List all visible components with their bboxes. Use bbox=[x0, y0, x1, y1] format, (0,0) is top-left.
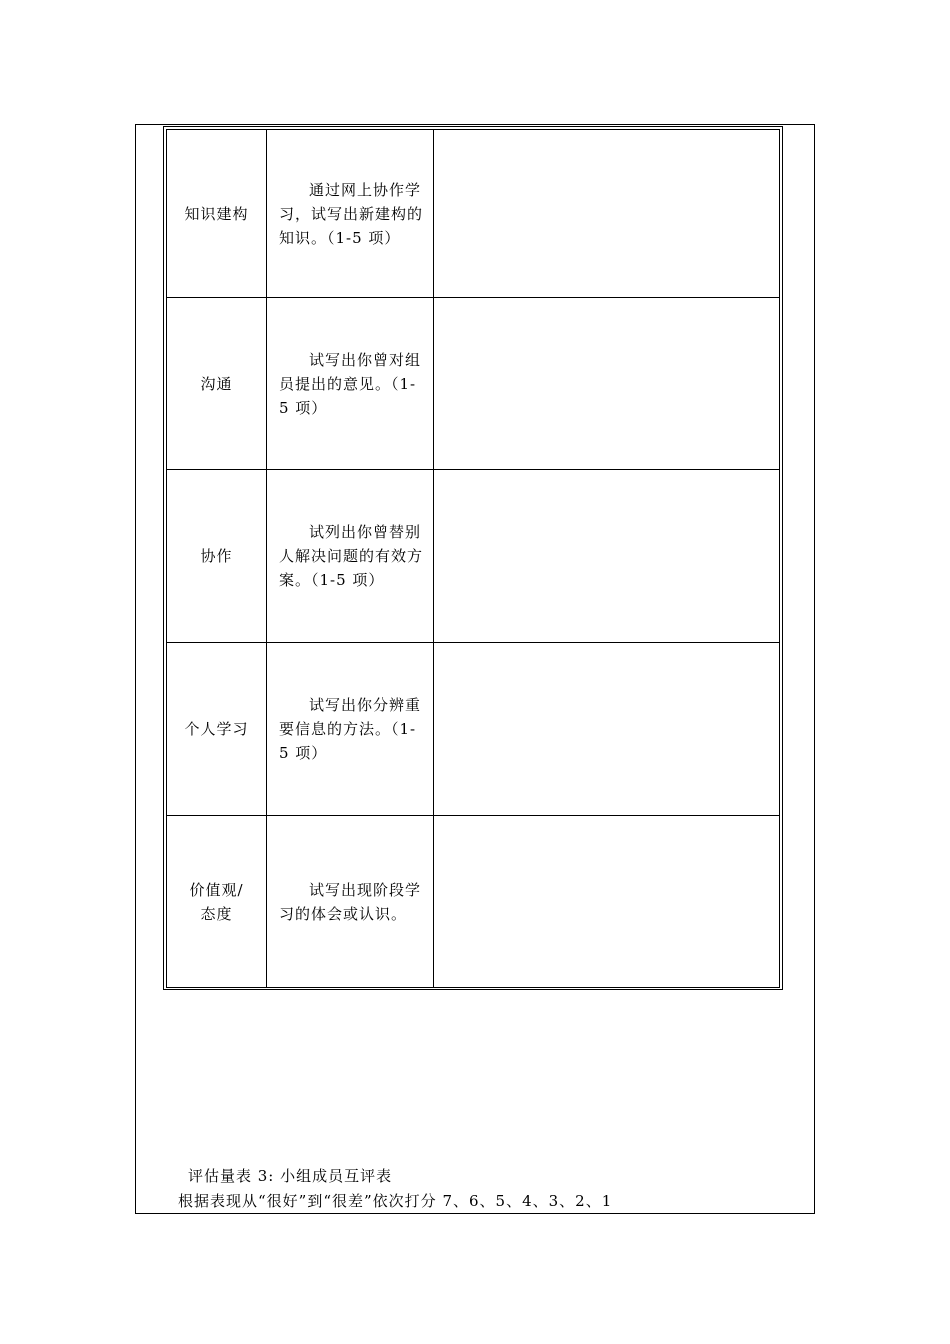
category-cell bbox=[167, 130, 267, 298]
prompt-cell bbox=[267, 643, 434, 816]
category-label: 知识建构 bbox=[184, 204, 249, 223]
answer-cell[interactable] bbox=[434, 130, 780, 298]
answer-cell[interactable] bbox=[434, 470, 780, 643]
prompt-text: 试列出你曾替别人解决问题的有效方案。（1-5 项） bbox=[279, 523, 424, 589]
category-label: 协作 bbox=[200, 547, 233, 565]
category-label: 沟通 bbox=[200, 374, 233, 393]
category-label: 价值观/态度 bbox=[189, 880, 244, 923]
rubric-scoring-note: 根据表现从“很好”到“很差”依次打分 7、6、5、4、3、2、1 bbox=[178, 1192, 613, 1210]
prompt-cell bbox=[267, 470, 434, 643]
table-row bbox=[167, 816, 780, 988]
prompt-cell bbox=[267, 816, 434, 988]
rubric-title: 评估量表 3: 小组成员互评表 bbox=[188, 1167, 393, 1185]
category-cell bbox=[167, 470, 267, 643]
prompt-cell bbox=[267, 130, 434, 298]
table-row bbox=[167, 130, 780, 298]
evaluation-table bbox=[166, 129, 780, 988]
category-label: 个人学习 bbox=[184, 720, 249, 738]
answer-cell[interactable] bbox=[434, 298, 780, 470]
prompt-cell bbox=[267, 298, 434, 470]
category-cell bbox=[167, 298, 267, 470]
prompt-text: 试写出你分辨重要信息的方法。（1-5 项） bbox=[279, 696, 422, 762]
answer-cell[interactable] bbox=[434, 643, 780, 816]
table-row bbox=[167, 298, 780, 470]
answer-cell[interactable] bbox=[434, 816, 780, 988]
category-cell bbox=[167, 643, 267, 816]
evaluation-table-frame bbox=[163, 126, 783, 990]
category-cell bbox=[167, 816, 267, 988]
table-row bbox=[167, 470, 780, 643]
prompt-text: 通过网上协作学习，试写出新建构的知识。（1-5 项） bbox=[279, 180, 424, 247]
prompt-text: 试写出现阶段学习的体会或认识。 bbox=[279, 880, 422, 923]
table-row bbox=[167, 643, 780, 816]
prompt-text: 试写出你曾对组员提出的意见。（1-5 项） bbox=[279, 350, 422, 417]
